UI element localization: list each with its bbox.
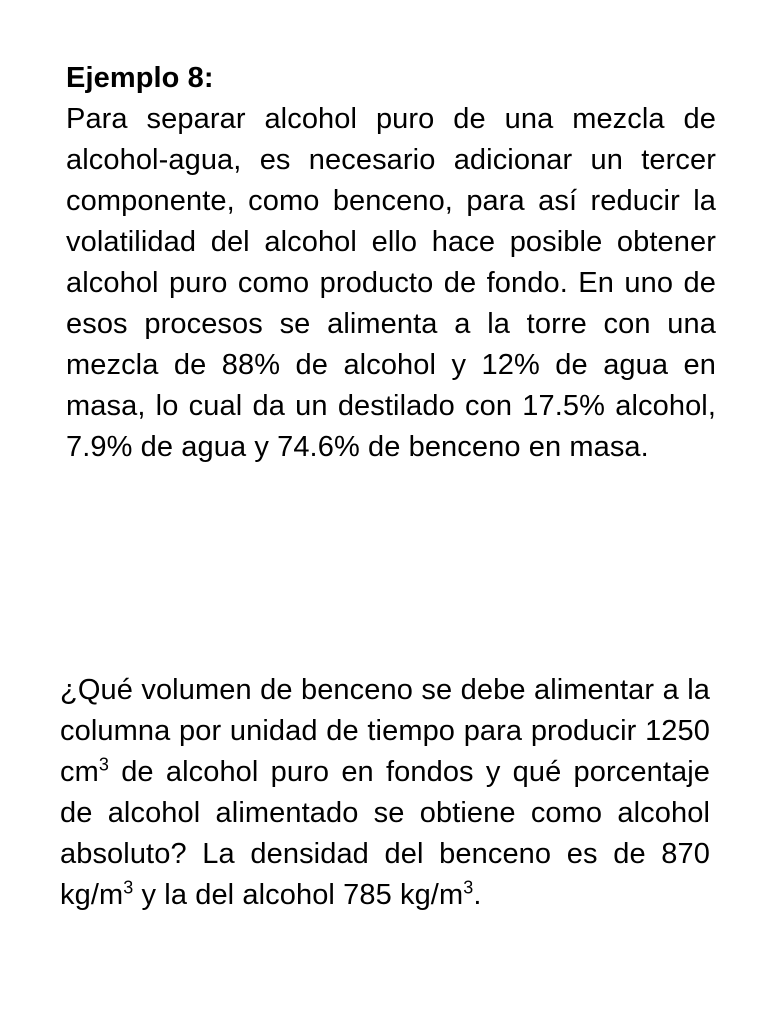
question-exponent-3: 3 bbox=[463, 877, 474, 898]
example-title: Ejemplo 8: bbox=[66, 62, 214, 94]
question-text-part-2: de alcohol puro en fondos y qué porcentaje de alcohol alimentado se obtiene como alcohol absoluto? La densidad del benceno es de 870 kg/m bbox=[60, 756, 710, 911]
example-statement: Para separar alcohol puro de una mezcla de alcohol-agua, es necesario adicionar un tercer componente, como benceno, para así reducir la volatilidad del alcohol ello hace posible obtener alcohol puro como producto de fondo. En uno de esos procesos se alimenta a la torre con una mezcla de 88% de alcohol y 12% de agua en masa, lo cual da un destilado con 17.5% alcohol, 7.9% de agua y 74.6% de benceno en masa. bbox=[66, 103, 716, 463]
question-exponent-1: 3 bbox=[98, 754, 109, 775]
question-text-part-3: y la del alcohol 785 kg/m bbox=[133, 879, 464, 911]
question-text-part-4: . bbox=[473, 879, 482, 911]
question-exponent-2: 3 bbox=[123, 877, 134, 898]
question-text-part-1: ¿Qué volumen de benceno se debe alimentar a la columna por unidad de tiempo para producir 1250 cm bbox=[60, 674, 710, 788]
question-block bbox=[60, 670, 710, 916]
example-block bbox=[66, 58, 716, 468]
